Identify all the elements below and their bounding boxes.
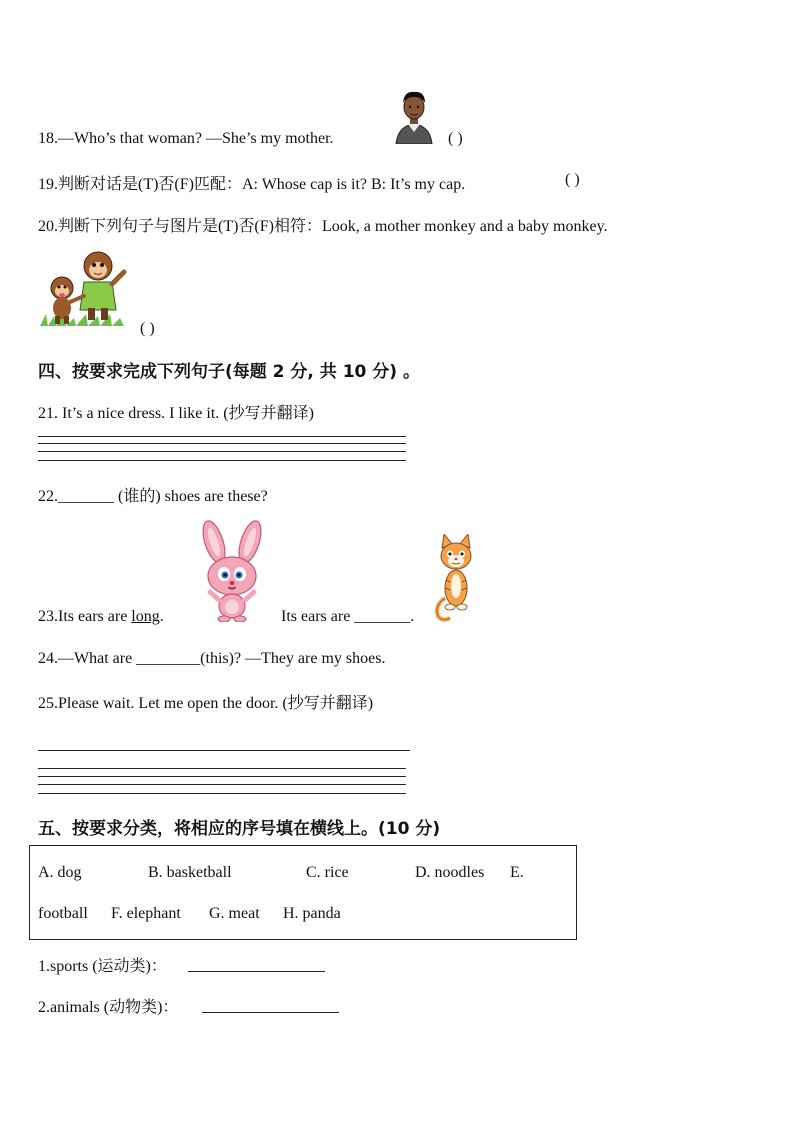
question-20-text: 20.判断下列句子与图片是(T)否(F)相符：Look, a mother monkey and a baby monkey. xyxy=(38,218,608,235)
question-24-text: 24.—What are ________(this)? —They are my shoes. xyxy=(38,650,386,667)
word-bank-item: B. basketball xyxy=(148,864,232,881)
question-23 xyxy=(38,608,164,626)
word-bank-item: A. dog xyxy=(38,864,82,881)
question-23-underlined-word: long xyxy=(131,608,160,625)
question-25-text: 25.Please wait. Let me open the door. (抄写并翻译) xyxy=(38,695,374,712)
writing-line[interactable] xyxy=(38,776,406,777)
word-bank-item: C. rice xyxy=(306,864,349,881)
category-animals-answer-line[interactable] xyxy=(202,1012,339,1013)
word-bank-item: D. noodles xyxy=(415,864,485,881)
section-4-title: 四、按要求完成下列句子(每题 2 分, 共 10 分) 。 xyxy=(38,362,420,382)
question-25 xyxy=(38,690,373,713)
man-portrait-image xyxy=(394,88,434,144)
word-bank-item: E. xyxy=(510,864,524,881)
writing-line[interactable] xyxy=(38,793,406,794)
cat-image xyxy=(432,534,480,624)
writing-line[interactable] xyxy=(38,784,406,785)
question-21 xyxy=(38,400,314,423)
writing-line[interactable] xyxy=(38,443,406,444)
word-bank-item: H. panda xyxy=(283,905,341,922)
question-19 xyxy=(38,171,465,194)
question-24 xyxy=(38,650,385,668)
word-bank-item: football xyxy=(38,905,88,922)
category-sports-answer-line[interactable] xyxy=(188,971,325,972)
monkeys-image xyxy=(40,244,132,330)
question-22-num: 22. xyxy=(38,488,58,505)
writing-line[interactable] xyxy=(38,460,406,461)
question-23-blank[interactable]: _______ xyxy=(354,608,411,625)
word-bank-box xyxy=(29,845,577,940)
question-23-prefix: 23.Its ears are xyxy=(38,608,132,625)
category-animals-label: 2.animals (动物类)： xyxy=(38,999,179,1016)
question-18 xyxy=(38,130,334,148)
question-23-suffix: . xyxy=(159,608,164,625)
writing-line[interactable] xyxy=(38,750,410,751)
word-bank-item: F. elephant xyxy=(111,905,181,922)
question-22-text: (谁的) shoes are these? xyxy=(118,488,268,505)
category-sports xyxy=(38,953,167,976)
rabbit-image xyxy=(192,520,272,622)
question-20 xyxy=(38,213,608,236)
question-22-blank[interactable]: _______ xyxy=(58,488,114,505)
question-18-text: 18.—Who’s that woman? —She’s my mother. xyxy=(38,130,334,147)
category-sports-label: 1.sports (运动类)： xyxy=(38,958,167,975)
question-23-part2-text: Its ears are xyxy=(281,608,351,625)
category-animals xyxy=(38,994,178,1017)
writing-line[interactable] xyxy=(38,436,406,437)
question-18-answer-paren[interactable]: ( ) xyxy=(448,130,463,147)
question-21-text: 21. It’s a nice dress. I like it. (抄写并翻译) xyxy=(38,405,314,422)
question-23-end: . xyxy=(410,608,415,625)
writing-line[interactable] xyxy=(38,451,406,452)
question-23-part2 xyxy=(281,608,414,626)
question-19-answer-paren[interactable]: ( ) xyxy=(565,171,580,188)
writing-line[interactable] xyxy=(38,768,406,769)
section-5-title: 五、按要求分类，将相应的序号填在横线上。(10 分) xyxy=(38,819,441,839)
question-20-answer-paren[interactable]: ( ) xyxy=(140,320,155,337)
question-19-text: 19.判断对话是(T)否(F)匹配：A: Whose cap is it? B: It’s my cap. xyxy=(38,176,466,193)
word-bank-item: G. meat xyxy=(209,905,260,922)
question-22 xyxy=(38,483,268,506)
